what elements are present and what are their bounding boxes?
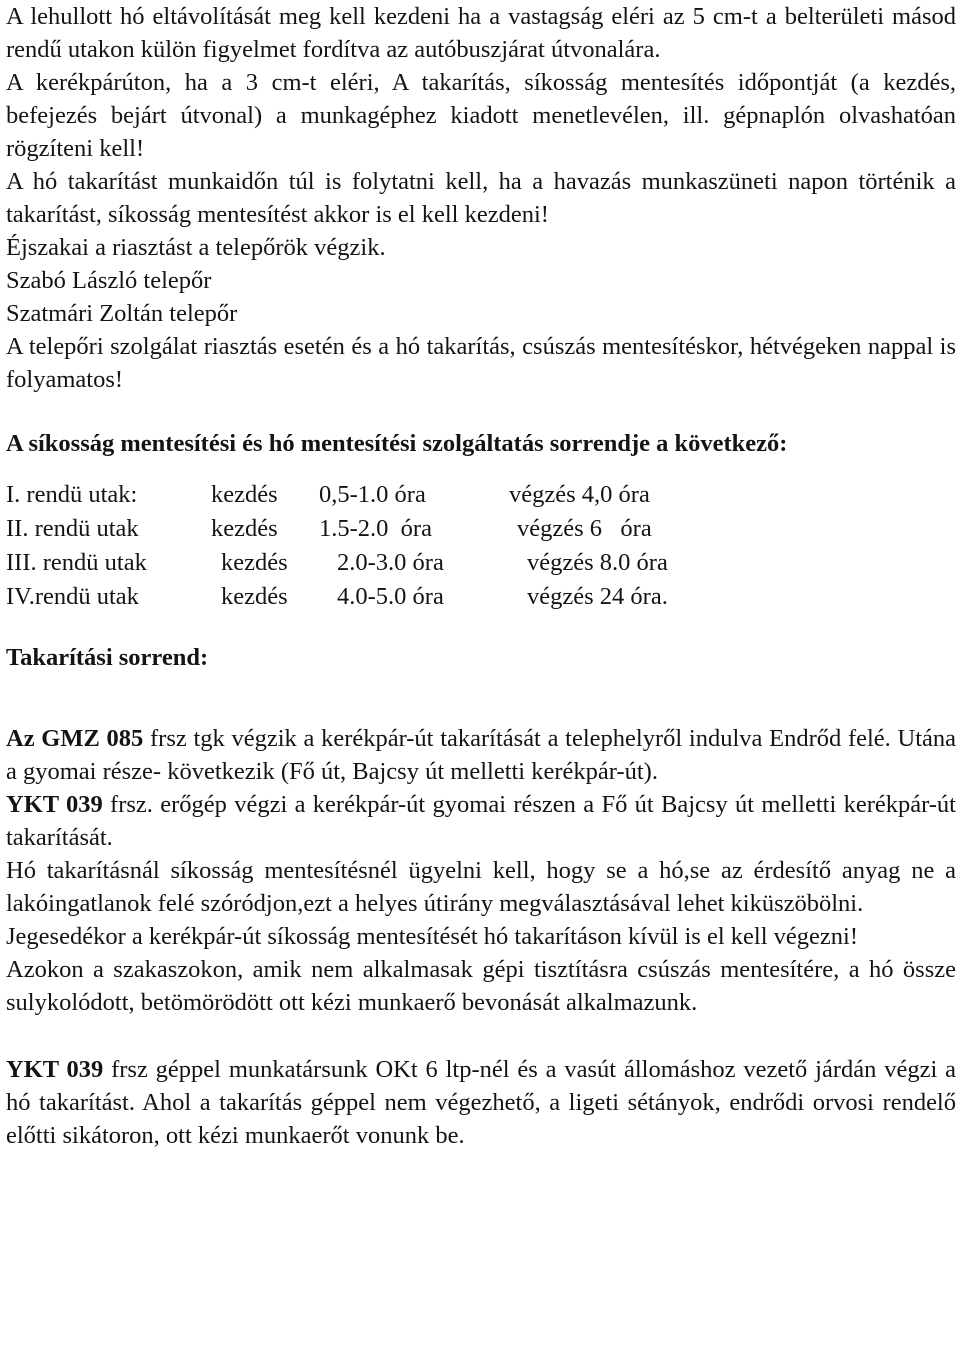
intro-guard-2: Szatmári Zoltán telepőr [6,300,238,327]
schedule-table [6,477,956,613]
schedule-road: II. rendü utak [6,514,139,542]
vehicle-id-gmz: Az GMZ 085 [6,725,144,752]
cleaning-paragraph-gmz-text: frsz tgk végzik a kerékpár-út takarítását a telephelyről indulva Endrőd felé. Utána a gyomai része- következik (Fő út, Bajcsy út melletti kerékpár-út). [6,725,956,785]
document-page [6,0,956,1152]
vehicle-id-ykt-2: YKT 039 [6,1056,104,1083]
schedule-start-value: 4.0-5.0 óra [337,582,444,610]
intro-paragraph-night-alert: Éjszakai a riasztást a telepőrök végzik. [6,234,386,261]
intro-paragraph-overtime: A hó takarítást munkaidőn túl is folytatni kell, ha a havazás munkaszüneti napon történik a takarítást, síkosság mentesítést akkor is el kell kezdeni! [6,168,956,228]
cleaning-paragraph-sidewalk-text: frsz géppel munkatársunk OKt 6 ltp-nél és a vasút állomáshoz vezető járdán végzi a hó takarítást. Ahol a takarítás géppel nem végezhető, a ligeti sétányok, endrődi orvosi rendelő előtti sikátoron, ott kézi munkaerőt vonunk be. [6,1056,956,1149]
schedule-end: végzés 24 óra. [527,582,668,610]
cleaning-paragraph-gmz [6,722,956,788]
schedule-road: III. rendü utak [6,548,147,576]
cleaning-order-heading: Takarítási sorrend: [6,644,209,671]
schedule-row [6,511,956,545]
schedule-end: végzés 4,0 óra [509,480,650,508]
cleaning-paragraph-ykt [6,788,956,854]
schedule-start-label: kezdés [221,548,288,576]
cleaning-paragraph-icing: Jegesedékor a kerékpár-út síkosság mentesítését hó takarításon kívül is el kell végezni! [6,923,858,950]
cleaning-paragraph-spreading: Hó takarításnál síkosság mentesítésnél ügyelni kell, hogy se a hó,se az érdesítő anyag ne a lakóingatlanok felé szóródjon,ezt a helyes útirány megválasztásával lehet kiküszöbölni. [6,857,956,917]
intro-guard-1: Szabó László telepőr [6,267,212,294]
vehicle-id-ykt: YKT 039 [6,791,103,818]
cleaning-paragraph-ykt-text: frsz. erőgép végzi a kerékpár-út gyomai részen a Fő út Bajcsy út melletti kerékpár-út takarítását. [6,791,956,851]
schedule-start-label: kezdés [211,480,278,508]
schedule-row [6,477,956,511]
intro-paragraph-bike-path: A kerékpárúton, ha a 3 cm-t eléri, A takarítás, síkosság mentesítés időpontját (a kezdés, befejezés bejárt útvonal) a munkagéphez kiadott menetlevélen, ill. gépnaplón olvashatóan rögzíteni kell! [6,69,956,162]
schedule-end: végzés 8.0 óra [527,548,668,576]
intro-paragraph-guard-service: A telepőri szolgálat riasztás esetén és a hó takarítás, csúszás mentesítéskor, hétvégeken nappal is folyamatos! [6,333,956,393]
schedule-heading: A síkosság mentesítési és hó mentesítési szolgáltatás sorrendje a következő: [6,430,788,457]
cleaning-paragraph-manual: Azokon a szakaszokon, amik nem alkalmasak gépi tisztításra csúszás mentesítére, a hó össze sulykolódott, betömörödött ott kézi munkaerő bevonását alkalmazunk. [6,956,956,1016]
schedule-row [6,579,956,613]
schedule-road: I. rendü utak: [6,480,138,508]
schedule-start-value: 0,5-1.0 óra [319,480,426,508]
schedule-start-label: kezdés [211,514,278,542]
intro-paragraph-snow-depth: A lehullott hó eltávolítását meg kell kezdeni ha a vastagság eléri az 5 cm-t a belterületi másod rendű utakon külön figyelmet fordítva az autóbuszjárat útvonalára. [6,3,956,63]
schedule-start-value: 2.0-3.0 óra [337,548,444,576]
cleaning-paragraph-sidewalk [6,1053,956,1152]
schedule-start-value: 1.5-2.0 óra [319,514,432,542]
schedule-row [6,545,956,579]
schedule-start-label: kezdés [221,582,288,610]
schedule-road: IV.rendü utak [6,582,139,610]
schedule-end: végzés 6 óra [517,514,652,542]
